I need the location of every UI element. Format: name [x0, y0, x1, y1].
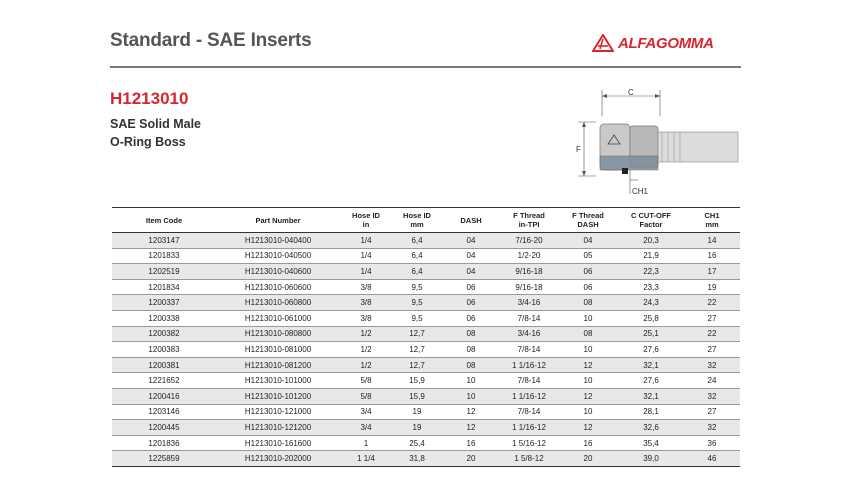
table-cell: H1213010-081000: [216, 342, 340, 358]
table-cell: 1203147: [112, 233, 216, 249]
table-cell: 3/8: [340, 279, 392, 295]
table-cell: 1201833: [112, 248, 216, 264]
table-row: [112, 248, 740, 264]
table-body: [112, 233, 740, 467]
table-cell: 16: [684, 248, 740, 264]
table-cell: 06: [558, 279, 618, 295]
table-cell: 12: [558, 357, 618, 373]
table-cell: 25,4: [392, 435, 442, 451]
table-cell: 3/8: [340, 310, 392, 326]
table-cell: 10: [442, 373, 500, 389]
table-cell: 1/2: [340, 326, 392, 342]
table-cell: 06: [558, 264, 618, 280]
table-cell: 12,7: [392, 357, 442, 373]
table-cell: 3/4: [340, 420, 392, 436]
column-header-line2: mm: [705, 220, 719, 229]
table-cell: 10: [442, 388, 500, 404]
table-row: [112, 373, 740, 389]
table-cell: H1213010-101000: [216, 373, 340, 389]
table-row: [112, 326, 740, 342]
table-cell: 08: [442, 342, 500, 358]
table-cell: 1225859: [112, 451, 216, 467]
table-cell: 06: [442, 310, 500, 326]
table-cell: 5/8: [340, 373, 392, 389]
table-cell: H1213010-121000: [216, 404, 340, 420]
table-cell: 23,3: [618, 279, 684, 295]
column-header-line2: in: [362, 220, 370, 229]
table-cell: 6,4: [392, 264, 442, 280]
table-cell: 04: [558, 233, 618, 249]
table-cell: 9,5: [392, 310, 442, 326]
table-cell: 32,6: [618, 420, 684, 436]
table-cell: H1213010-040600: [216, 264, 340, 280]
column-header-line1: DASH: [460, 215, 482, 225]
table-cell: 12: [442, 404, 500, 420]
table-cell: H1213010-040500: [216, 248, 340, 264]
table-cell: 16: [442, 435, 500, 451]
table-cell: 08: [442, 326, 500, 342]
table-cell: 20: [558, 451, 618, 467]
table-cell: 27: [684, 404, 740, 420]
column-header-line2: in-TPI: [518, 220, 540, 229]
table-cell: 25,8: [618, 310, 684, 326]
table-cell: 15,9: [392, 373, 442, 389]
table-cell: 1200445: [112, 420, 216, 436]
table-cell: 1: [340, 435, 392, 451]
table-cell: 1200382: [112, 326, 216, 342]
table-cell: 32: [684, 420, 740, 436]
table-cell: 19: [392, 404, 442, 420]
table-cell: 1/4: [340, 233, 392, 249]
table-cell: 1 5/8-12: [500, 451, 558, 467]
table-cell: 14: [684, 233, 740, 249]
column-header-line2: Factor: [639, 220, 663, 229]
table-cell: 06: [442, 295, 500, 311]
table-cell: 24,3: [618, 295, 684, 311]
table-cell: 35,4: [618, 435, 684, 451]
table-row: [112, 264, 740, 280]
table-cell: 1 1/16-12: [500, 420, 558, 436]
column-header: [340, 208, 392, 233]
table-cell: 12,7: [392, 342, 442, 358]
table-cell: 10: [558, 310, 618, 326]
table-header-row: [112, 208, 740, 233]
table-cell: 1 5/16-12: [500, 435, 558, 451]
table-cell: 32,1: [618, 357, 684, 373]
column-header-line1: F Thread: [572, 211, 604, 220]
column-header: [442, 208, 500, 233]
table-row: [112, 388, 740, 404]
dimension-label-f: F: [576, 145, 581, 154]
table-cell: H1213010-060800: [216, 295, 340, 311]
table-row: [112, 342, 740, 358]
column-header: [112, 208, 216, 233]
column-header-line1: Item Code: [145, 215, 183, 225]
brand-name: ALFAGOMMA: [618, 34, 714, 52]
table-cell: 04: [442, 248, 500, 264]
table-cell: 20: [442, 451, 500, 467]
table-cell: H1213010-080800: [216, 326, 340, 342]
alfagomma-logo-icon: [592, 34, 614, 52]
table-cell: 22: [684, 295, 740, 311]
table-cell: 5/8: [340, 388, 392, 404]
table-cell: 16: [558, 435, 618, 451]
table-cell: 9/16-18: [500, 264, 558, 280]
table-cell: 1202519: [112, 264, 216, 280]
table-cell: 08: [558, 295, 618, 311]
dimension-label-ch1: CH1: [632, 187, 649, 196]
table-cell: 12: [558, 420, 618, 436]
header-divider: [110, 66, 741, 68]
table-cell: 32,1: [618, 388, 684, 404]
table-cell: H1213010-040400: [216, 233, 340, 249]
table-row: [112, 233, 740, 249]
column-header-line2: DASH: [577, 220, 599, 229]
specification-table: [112, 207, 740, 467]
table-cell: 1200338: [112, 310, 216, 326]
table-row: [112, 404, 740, 420]
table-cell: H1213010-060600: [216, 279, 340, 295]
table-cell: 7/16-20: [500, 233, 558, 249]
column-header-line1: CH1: [704, 211, 720, 220]
table-cell: 22,3: [618, 264, 684, 280]
table-cell: 06: [442, 279, 500, 295]
table-cell: 6,4: [392, 233, 442, 249]
table-row: [112, 357, 740, 373]
table-row: [112, 420, 740, 436]
table-cell: 9/16-18: [500, 279, 558, 295]
fitting-drawing: [570, 86, 745, 201]
table-cell: 19: [684, 279, 740, 295]
table-cell: 27: [684, 342, 740, 358]
column-header: [618, 208, 684, 233]
table-cell: 25,1: [618, 326, 684, 342]
table-cell: 08: [558, 326, 618, 342]
table-row: [112, 295, 740, 311]
table-cell: 24: [684, 373, 740, 389]
table-cell: 1/2: [340, 342, 392, 358]
table-cell: 1221652: [112, 373, 216, 389]
table-cell: 1/4: [340, 248, 392, 264]
column-header-line1: F Thread: [513, 211, 545, 220]
column-header-line1: C CUT-OFF: [631, 211, 671, 220]
table-cell: 08: [442, 357, 500, 373]
table-cell: 1200383: [112, 342, 216, 358]
table-cell: 1201834: [112, 279, 216, 295]
table-cell: 28,1: [618, 404, 684, 420]
table-row: [112, 435, 740, 451]
table-cell: 1/2-20: [500, 248, 558, 264]
table-cell: 22: [684, 326, 740, 342]
table-cell: 1200416: [112, 388, 216, 404]
table-cell: 1 1/16-12: [500, 357, 558, 373]
table-cell: 1/2: [340, 357, 392, 373]
brand-logo: [592, 34, 714, 52]
column-header: [392, 208, 442, 233]
table-cell: 32: [684, 388, 740, 404]
column-header-line1: Part Number: [255, 215, 301, 225]
table-cell: 31,8: [392, 451, 442, 467]
table-cell: 7/8-14: [500, 373, 558, 389]
table-cell: 27,6: [618, 373, 684, 389]
table-cell: 3/4-16: [500, 326, 558, 342]
table-cell: H1213010-061000: [216, 310, 340, 326]
product-description-line2: O-Ring Boss: [110, 135, 186, 149]
table-cell: 3/4-16: [500, 295, 558, 311]
table-cell: H1213010-161600: [216, 435, 340, 451]
table-cell: 1200337: [112, 295, 216, 311]
table-cell: H1213010-101200: [216, 388, 340, 404]
table-cell: 10: [558, 342, 618, 358]
table-cell: 7/8-14: [500, 310, 558, 326]
table-cell: 10: [558, 404, 618, 420]
column-header-line2: mm: [410, 220, 424, 229]
table-cell: 1/4: [340, 264, 392, 280]
table-cell: 1 1/16-12: [500, 388, 558, 404]
dimension-label-c: C: [628, 88, 634, 97]
table-cell: 21,9: [618, 248, 684, 264]
table-cell: 6,4: [392, 248, 442, 264]
table-cell: 39,0: [618, 451, 684, 467]
table-cell: 15,9: [392, 388, 442, 404]
table-cell: 32: [684, 357, 740, 373]
table-cell: 10: [558, 373, 618, 389]
product-description-line1: SAE Solid Male: [110, 117, 201, 131]
table-cell: 36: [684, 435, 740, 451]
table-cell: 05: [558, 248, 618, 264]
table-cell: H1213010-081200: [216, 357, 340, 373]
table-row: [112, 451, 740, 467]
table-cell: 27,6: [618, 342, 684, 358]
table-cell: 20,3: [618, 233, 684, 249]
table-cell: H1213010-121200: [216, 420, 340, 436]
table-cell: 17: [684, 264, 740, 280]
column-header-line1: Hose ID: [352, 211, 380, 220]
table-cell: 12,7: [392, 326, 442, 342]
column-header: [216, 208, 340, 233]
table-cell: 1 1/4: [340, 451, 392, 467]
table-cell: H1213010-202000: [216, 451, 340, 467]
table-cell: 12: [558, 388, 618, 404]
page-title: Standard - SAE Inserts: [110, 30, 312, 51]
table-cell: 1201836: [112, 435, 216, 451]
product-code: H1213010: [110, 89, 189, 108]
column-header: [558, 208, 618, 233]
table-cell: 3/4: [340, 404, 392, 420]
column-header: [684, 208, 740, 233]
table-cell: 7/8-14: [500, 404, 558, 420]
table-cell: 46: [684, 451, 740, 467]
table-cell: 7/8-14: [500, 342, 558, 358]
table-cell: 27: [684, 310, 740, 326]
table-cell: 1200381: [112, 357, 216, 373]
column-header-line1: Hose ID: [403, 211, 431, 220]
table-cell: 9,5: [392, 295, 442, 311]
table-cell: 04: [442, 264, 500, 280]
table-cell: 19: [392, 420, 442, 436]
table-row: [112, 310, 740, 326]
table-cell: 1203146: [112, 404, 216, 420]
column-header: [500, 208, 558, 233]
table-row: [112, 279, 740, 295]
table-cell: 3/8: [340, 295, 392, 311]
table-cell: 9,5: [392, 279, 442, 295]
table-cell: 04: [442, 233, 500, 249]
table-cell: 12: [442, 420, 500, 436]
